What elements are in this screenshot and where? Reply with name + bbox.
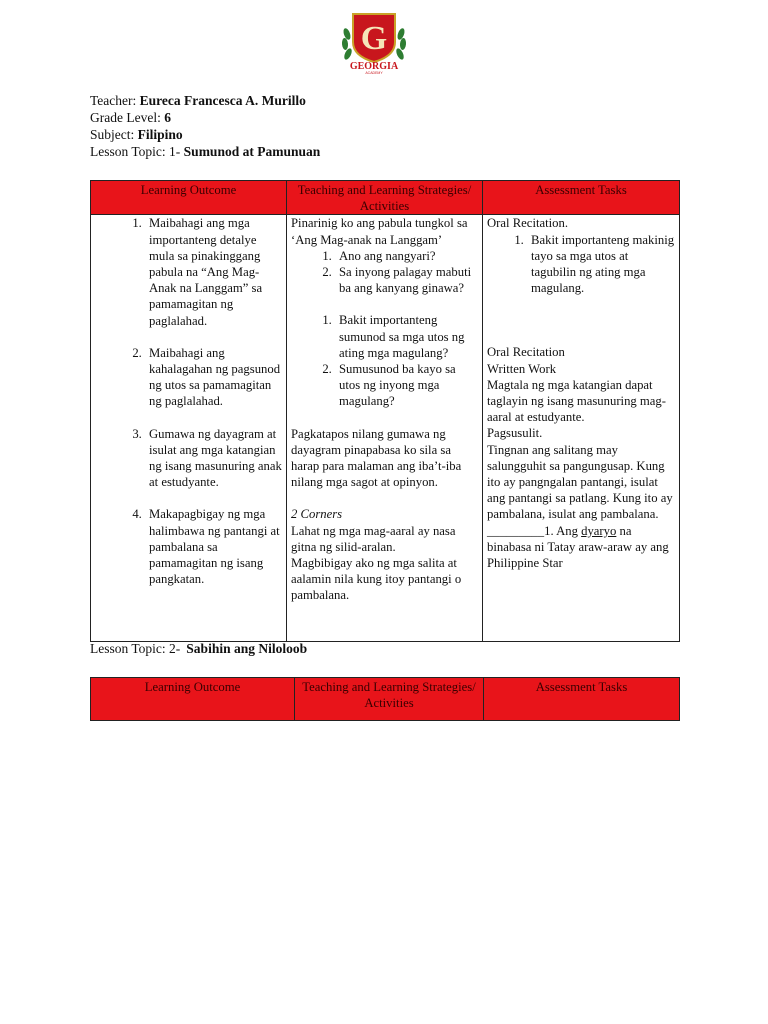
strategies-cell: [287, 215, 483, 642]
quiz-title: Pagsusulit.: [487, 426, 543, 441]
topic-label: Lesson Topic: 1-: [90, 144, 181, 159]
table-header-row: [91, 181, 680, 215]
list-item: 1. Bakit importanteng makinig tayo sa mga utos at tagubilin ng ating mga magulang.: [527, 232, 675, 297]
grade-label: Grade Level:: [90, 110, 161, 125]
logo-sub: ACADEMY: [365, 71, 383, 74]
col-assessment: Assessment Tasks: [483, 181, 680, 215]
corners-text-2: Magbibigay ako ng mga salita at aalamin nila kung itoy pantangi o pambalana.: [291, 556, 462, 603]
lesson2-label: Lesson Topic: 2-: [90, 641, 181, 656]
list-item: 2. Sa inyong palagay mabuti ba ang kanyang ginawa?: [335, 264, 478, 296]
table-header-row: [91, 678, 680, 721]
quiz-desc: Tingnan ang salitang may salungguhit sa pangungusap. Kung ito ay pangngalan pantangi, isulat ang pantangi sa patlang. Kung ito ay pambalana, isulat ang pambalana.: [487, 442, 673, 522]
topic-line: [90, 143, 320, 160]
teacher-name: Eureca Francesca A. Murillo: [139, 93, 306, 108]
col-strategies: Teaching and Learning Strategies/ Activities: [295, 678, 484, 721]
corners-title: [291, 506, 478, 522]
logo-letter: G: [360, 20, 388, 57]
grade-line: [90, 109, 320, 126]
written-work: Written Work: [487, 361, 557, 376]
logo-name: GEORGIA: [349, 61, 399, 72]
list-item: 1. Bakit importanteng sumunod sa mga utos ng ating mga magulang?: [335, 312, 478, 361]
outcomes-list: [95, 345, 282, 410]
strategy-after: Pagkatapos nilang gumawa ng dayagram pinapabasa ko sila sa harap para malaman ang iba’t-iba nilang mga sagot at opinyon.: [291, 426, 462, 490]
lesson-topic-2: [90, 641, 307, 657]
georgia-academy-logo: [339, 8, 409, 74]
teacher-line: [90, 92, 320, 109]
col-learning-outcome: Learning Outcome: [91, 678, 295, 721]
list-item: 2. Maibahagi ang kahalagahan ng pagsunod ng utos sa pamamagitan ng paglalahad.: [145, 345, 282, 410]
oral-recitation-1: Oral Recitation.: [487, 216, 569, 231]
teacher-label: Teacher:: [90, 93, 137, 108]
item-text-post: na binabasa ni Tatay araw-araw ay ang Philippine Star: [487, 523, 669, 571]
list-item: 1. Ano ang nangyari?: [335, 248, 478, 264]
assessment-list: [487, 232, 675, 297]
subject-value: Filipino: [137, 127, 183, 142]
list-item: 2. Sumusunod ba kayo sa utos ng inyong mga magulang?: [335, 361, 478, 410]
corners-text-1: Lahat ng mga mag-aaral ay nasa gitna ng silid-aralan.: [291, 523, 456, 554]
lesson2-topic: Sabihin ang Niloloob: [186, 641, 308, 656]
col-strategies: Teaching and Learning Strategies/ Activities: [287, 181, 483, 215]
lesson-plan-table-1: [90, 180, 680, 642]
answer-blank: _________: [487, 523, 545, 538]
list-item: 1. Maibahagi ang mga importanteng detalye mula sa pinakinggang pabula na “Ang Mag-Anak na Langgam” sa pamamagitan ng paglalahad.: [145, 215, 282, 328]
item-underlined-word: dyaryo: [581, 523, 617, 538]
subject-label: Subject:: [90, 127, 135, 142]
list-item: 4. Makapagbigay ng mga halimbawa ng pantangi at pambalana sa pamamagitan ng isang pangkatan.: [145, 506, 282, 587]
item-text-pre: 1. Ang: [544, 523, 582, 538]
oral-recitation-2: Oral Recitation: [487, 345, 565, 360]
written-work-desc: Magtala ng mga katangian dapat taglayin ng isang masunuring mag-aaral at estudyante.: [487, 377, 667, 425]
outcomes-list: [95, 215, 282, 328]
list-item: 3. Gumawa ng dayagram at isulat ang mga katangian ng isang masunuring anak at estudyante.: [145, 426, 282, 491]
subject-line: [90, 126, 320, 143]
grade-value: 6: [164, 110, 171, 125]
corners-title-text: 2 Corners: [291, 507, 343, 522]
col-assessment: Assessment Tasks: [484, 678, 680, 721]
col-learning-outcome: Learning Outcome: [91, 181, 287, 215]
outcomes-cell: [91, 215, 287, 642]
outcomes-list: [95, 506, 282, 587]
assessment-cell: [483, 215, 680, 642]
quiz-item: [487, 523, 675, 572]
question-list-1: [291, 248, 478, 297]
lesson-plan-table-2: [90, 677, 680, 721]
outcomes-list: [95, 426, 282, 491]
lesson-header: [90, 92, 320, 160]
strategy-intro: Pinarinig ko ang pabula tungkol sa ‘Ang Mag-anak na Langgam’: [291, 216, 468, 247]
topic-value: Sumunod at Pamunuan: [183, 144, 321, 159]
question-list-2: [291, 312, 478, 409]
table-row: [91, 215, 680, 642]
